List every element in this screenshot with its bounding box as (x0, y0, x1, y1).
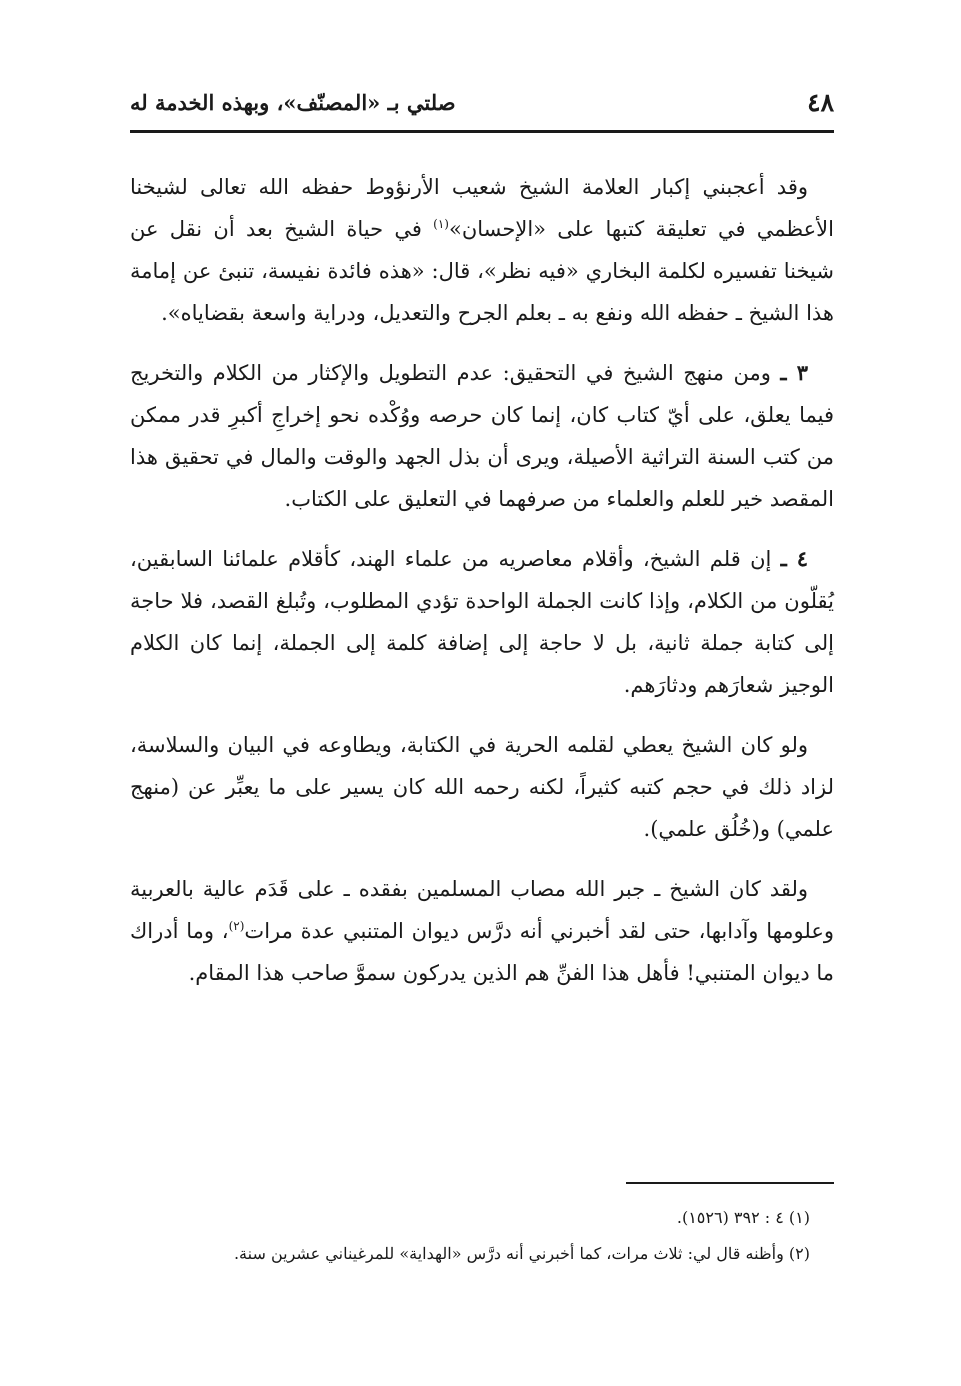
paragraph-text: في حياة الشيخ بعد أن نقل عن شيخنا تفسيره لكلمة البخاري «فيه نظر»، قال: «هذه فائدة نفيسة، تنبئ عن إمامة هذا الشيخ ـ حفظه الله ونفع به ـ بعلم الجرح والتعديل، ودراية واسعة بقضاياه». (130, 217, 834, 325)
running-head (130, 86, 834, 124)
paragraph-text: إن قلم الشيخ، وأقلام معاصريه من علماء الهند، كأقلام علمائنا السابقين، يُقلّون من الكلام، وإذا كانت الجملة الواحدة تؤدي المطلوب، وتُبلغ القصد، فلا حاجة إلى كتابة جملة ثانية، بل لا حاجة إلى إضافة كلمة إلى الجملة، إنما كان الكلام الوجيز شعارَهم ودثارَهم. (130, 547, 834, 697)
footnote-ref-1[interactable]: (١) (433, 217, 449, 231)
header-rule (130, 130, 834, 133)
paragraph-1 (130, 166, 834, 334)
paragraph-3 (130, 538, 834, 706)
footnote-separator (626, 1182, 834, 1184)
paragraph-text: وقد أعجبني إكبار العلامة الشيخ شعيب الأرنؤوط حفظه الله تعالى لشيخنا الأعظمي في تعليقة كتبها على «الإحسان» (130, 175, 834, 241)
footnote-2: (٢) وأظنه قال لي: ثلاث مرات، كما أخبرني أنه درَّس «الهداية» للمرغيناني عشرين سنة. (233, 1244, 810, 1263)
page-number: ٤٨ (807, 88, 834, 117)
footnotes (130, 1200, 810, 1272)
paragraph-text: ولقد كان الشيخ ـ جبر الله مصاب المسلمين بفقده ـ على قَدَم عالية بالعربية وعلومها وآدابها، حتى لقد أخبرني أنه درَّس ديوان المتنبي عدة مرات (130, 877, 835, 943)
paragraph-text: ومن منهج الشيخ في التحقيق: عدم التطويل والإكثار من الكلام والتخريج فيما يعلق، على أيّ كتاب كان، إنما كان حرصه ووُكْده نحو إخراجِ أكبرِ قدر ممكن من كتب السنة التراثية الأصيلة، ويرى أن بذل الجهد والوقت والمال في تحقيق هذا المقصد خير للعلم والعلماء من صرفهما في التعليق على الكتاب. (130, 361, 834, 511)
running-title: صلتي بـ «المصنّف»، وبهذه الخدمة له (130, 90, 456, 115)
footnote-1: (١) ٤ : ٣٩٢ (١٥٢٦). (676, 1208, 810, 1227)
paragraph-text: ولو كان الشيخ يعطي لقلمه الحرية في الكتابة، ويطاوعه في البيان والسلاسة، لزاد ذلك في حجم كتبه كثيراً، لكنه رحمه الله كان يسير على ما يعبِّر عن (منهج علمي) و(خُلُق علمي). (130, 733, 834, 841)
paragraph-4 (130, 724, 834, 850)
item-number: ٤ ـ (780, 546, 808, 571)
body-text (130, 166, 834, 1012)
paragraph-text: ، وما أدراك ما ديوان المتنبي! فأهل هذا الفنِّ هم الذين يدركون سموَّ صاحب هذا المقام. (130, 919, 834, 985)
paragraph-2 (130, 352, 834, 520)
item-number: ٣ ـ (780, 360, 808, 385)
paragraph-5 (130, 868, 834, 994)
footnote-ref-2[interactable]: (٢) (228, 919, 245, 933)
